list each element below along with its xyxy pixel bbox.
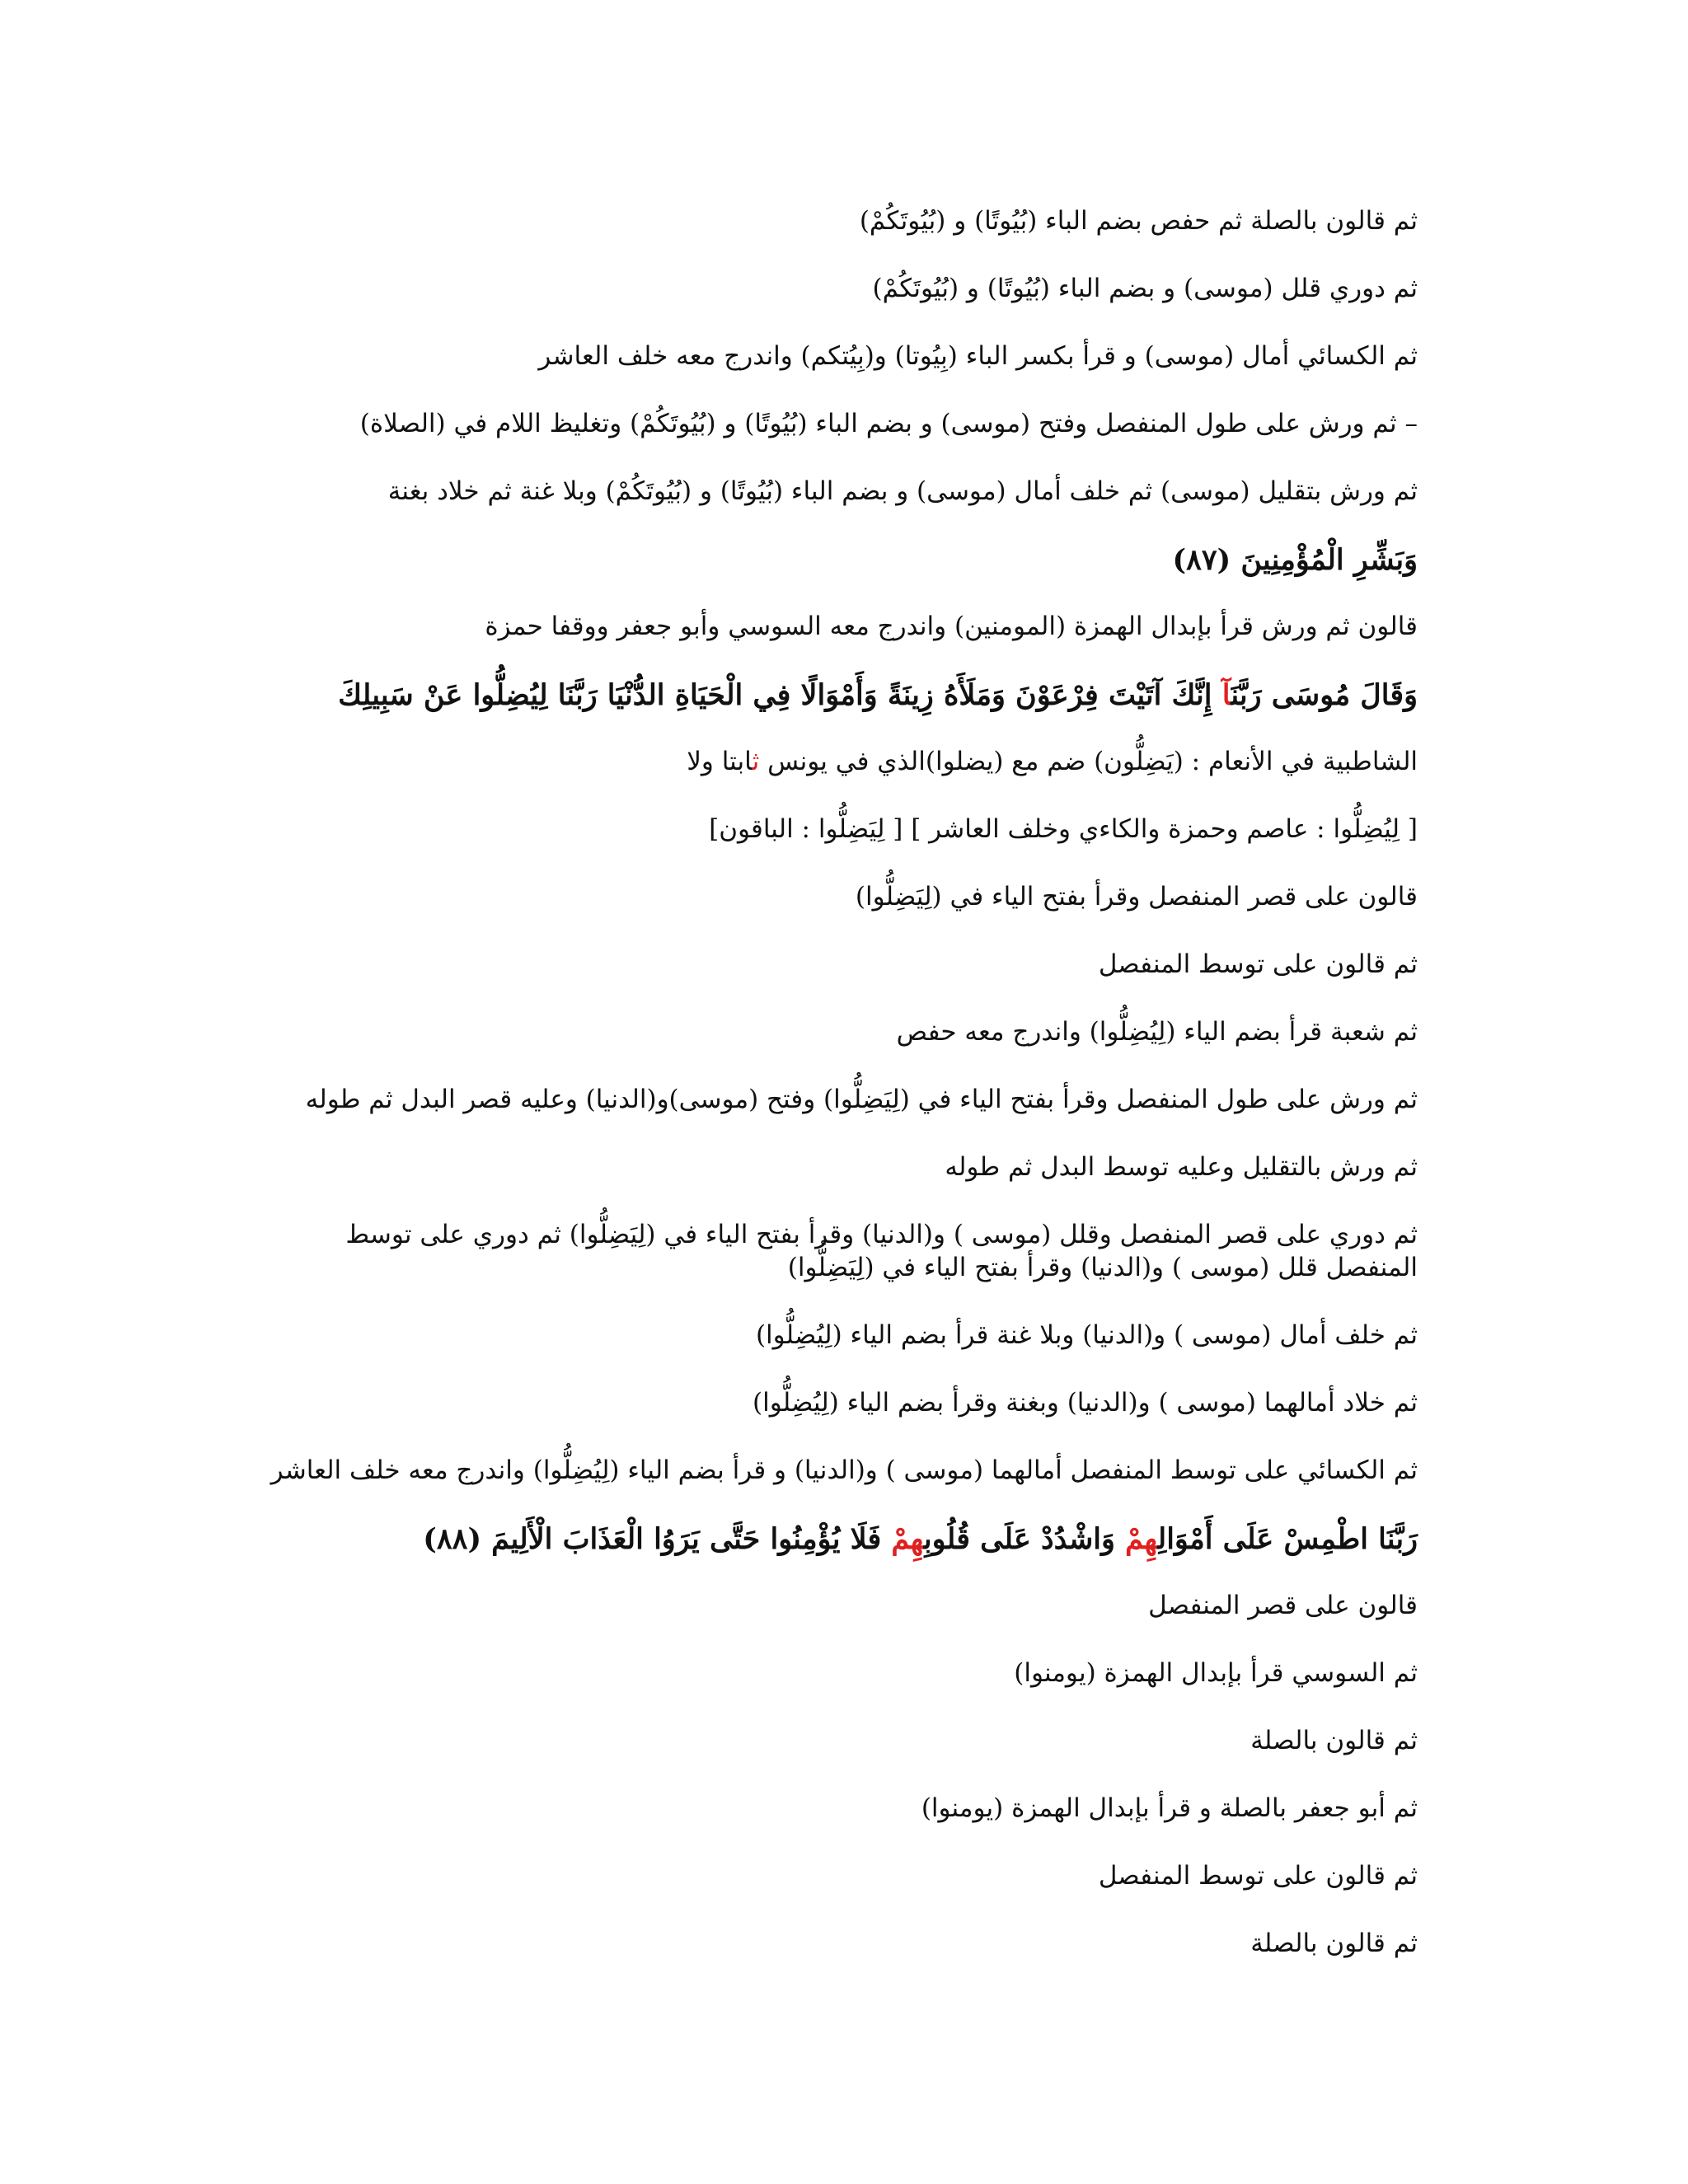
text-line: ثم قالون بالصلة ثم حفص بضم الباء (بُيُوتًا) و (بُيُوتَكُمْ) <box>859 206 1418 236</box>
text-line: ثم قالون بالصلة <box>1250 1726 1418 1755</box>
text-line: – ثم ورش على طول المنفصل وفتح (موسى) و بضم الباء (بُيُوتًا) و (بُيُوتَكُمْ) وتغليظ اللام في (الصلاة) <box>359 409 1418 438</box>
text-line: ثم شعبة قرأ بضم الياء (لِيُضِلُّوا) واندرج معه حفص <box>896 1017 1418 1047</box>
text-line: ثم أبو جعفر بالصلة و قرأ بإبدال الهمزة (يومنوا) <box>921 1793 1418 1823</box>
quran-verse <box>264 1521 1418 1558</box>
text-line: ثم ورش بالتقليل وعليه توسط البدل ثم طوله <box>945 1152 1418 1182</box>
text-line: ثم ورش على طول المنفصل وقرأ بفتح الياء في (لِيَضِلُّوا) وفتح (موسى)و(الدنيا) وعليه قصر البدل ثم طوله <box>305 1085 1418 1114</box>
text-line: قالون على قصر المنفصل وقرأ بفتح الياء في (لِيَضِلُّوا) <box>855 882 1418 912</box>
text-line: ثم الكسائي على توسط المنفصل أمالهما (موسى ) و(الدنيا) و قرأ بضم الياء (لِيُضِلُّوا) واندرج معه خلف العاشر <box>270 1455 1418 1485</box>
text-line: ثم خلف أمال (موسى ) و(الدنيا) وبلا غنة قرأ بضم الياء (لِيُضِلُّوا) <box>755 1320 1418 1350</box>
verse-text: وَاشْدُدْ عَلَى قُلُوبِ <box>923 1522 1126 1556</box>
text-line: ثم الكسائي أمال (موسى) و قرأ بكسر الباء (بِيُوتا) و(بِيُتكم) واندرج معه خلف العاشر <box>538 341 1418 371</box>
highlighted-letter: ث <box>752 747 760 776</box>
text-line: ثم قالون على توسط المنفصل <box>1098 949 1418 979</box>
highlighted-letter: هِمْ <box>1125 1522 1158 1556</box>
verse-text: وَقَالَ مُوسَى رَبَّنَ <box>1231 678 1418 712</box>
verse-text: إِنَّكَ آتَيْتَ فِرْعَوْنَ وَمَلَأَهُ زِينَةً وَأَمْوَالًا فِي الْحَيَاةِ الدُّنْيَا رَبَّنَا لِيُضِلُّوا عَنْ سَبِيلِكَ <box>338 678 1222 712</box>
line-text: ابتا ولا <box>687 747 753 776</box>
highlighted-letter: هِمْ <box>891 1522 924 1556</box>
quran-verse: وَبَشِّرِ الْمُؤْمِنِينَ (٨٧) <box>1172 543 1418 577</box>
highlighted-letter: آ <box>1221 678 1231 712</box>
shatibiyya-line <box>264 745 1418 778</box>
verse-text: رَبَّنَا اطْمِسْ عَلَى أَمْوَالِ <box>1157 1522 1418 1556</box>
text-paragraph: ثم دوري على قصر المنفصل وقلل (موسى ) و(الدنيا) وقرأ بفتح الياء في (لِيَضِلُّوا) ثم دوري على توسط المنفصل قلل (موسى ) و(الدنيا) وقرأ بفتح الياء في (لِيَضِلُّوا) <box>345 1220 1418 1282</box>
text-line: ثم دوري قلل (موسى) و بضم الباء (بُيُوتًا) و (بُيُوتَكُمْ) <box>872 274 1418 303</box>
text-line: ثم السوسي قرأ بإبدال الهمزة (يومنوا) <box>1014 1658 1418 1688</box>
text-line: قالون ثم ورش قرأ بإبدال الهمزة (المومنين) واندرج معه السوسي وأبو جعفر ووقفا حمزة <box>485 612 1418 641</box>
text-line: ثم ورش بتقليل (موسى) ثم خلف أمال (موسى) و بضم الباء (بُيُوتًا) و (بُيُوتَكُمْ) وبلا غنة ثم خلاد بغنة <box>387 476 1418 506</box>
text-line: ثم قالون بالصلة <box>1250 1929 1418 1958</box>
text-line: ثم خلاد أمالهما (موسى ) و(الدنيا) وبغنة وقرأ بضم الياء (لِيُضِلُّوا) <box>753 1388 1418 1418</box>
text-line: قالون على قصر المنفصل <box>1148 1591 1418 1620</box>
text-line: [ لِيُضِلُّوا : عاصم وحمزة والكاءي وخلف العاشر ] [ لِيَضِلُّوا : الباقون] <box>709 814 1418 844</box>
document-body <box>264 204 1418 1994</box>
line-text: الشاطبية في الأنعام : (يَضِلُّون) ضم مع (يضلوا)الذي في يونس <box>759 747 1418 776</box>
quran-verse <box>264 677 1418 714</box>
verse-text: فَلَا يُؤْمِنُوا حَتَّى يَرَوُا الْعَذَابَ الْأَلِيمَ (٨٨) <box>423 1522 892 1556</box>
text-line: ثم قالون على توسط المنفصل <box>1098 1861 1418 1891</box>
